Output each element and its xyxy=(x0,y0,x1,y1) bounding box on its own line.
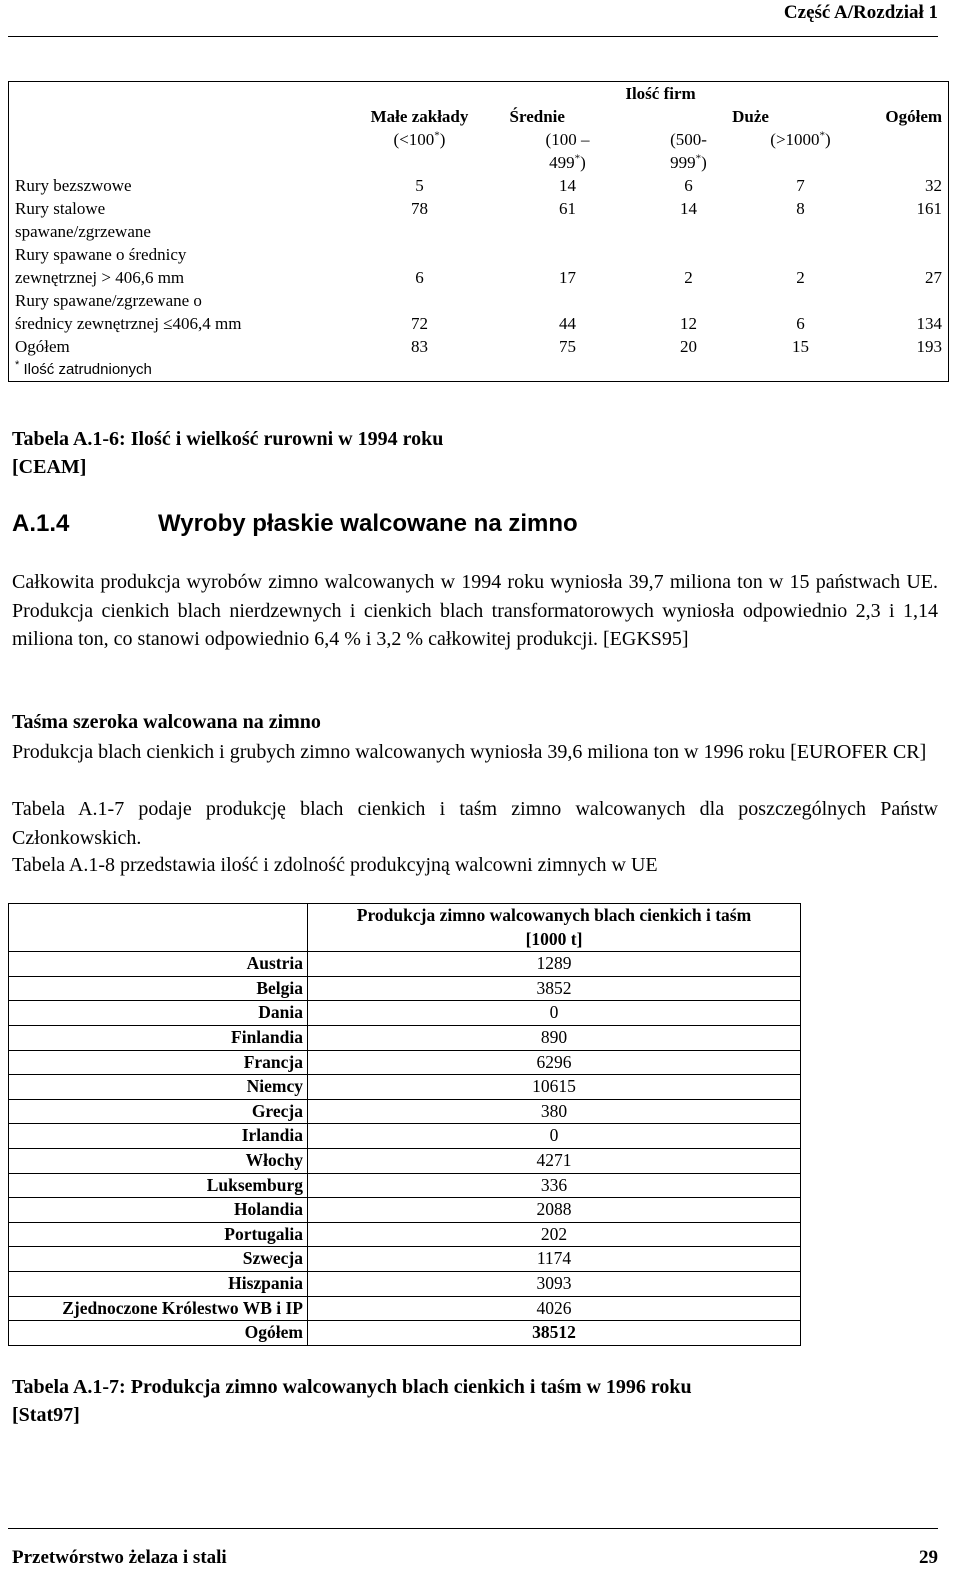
table-row: Włochy 4271 xyxy=(9,1148,801,1173)
cold-rolled-production-table xyxy=(8,903,801,1346)
footer-divider xyxy=(8,1528,938,1529)
table-row: Belgia 3852 xyxy=(9,976,801,1001)
table-row: Irlandia 0 xyxy=(9,1124,801,1149)
cell: 6 xyxy=(415,268,424,287)
table-row xyxy=(9,289,949,335)
col-small-sub: (<100*) xyxy=(393,129,446,149)
col-medium-sub: (100 – 499*) xyxy=(545,130,590,172)
cell: 72 xyxy=(411,314,428,333)
table-row xyxy=(9,174,949,197)
cell: 78 xyxy=(411,199,428,218)
table-row: Francja 6296 xyxy=(9,1050,801,1075)
table-row: Holandia 2088 xyxy=(9,1198,801,1223)
cell: 6 xyxy=(796,314,805,333)
cell: 61 xyxy=(559,199,576,218)
cell: 27 xyxy=(854,243,949,289)
header-divider xyxy=(8,36,938,37)
table-row-total xyxy=(9,335,949,358)
cell: 12 xyxy=(680,314,697,333)
row-label: Ogółem xyxy=(9,335,334,358)
table-row: Portugalia 202 xyxy=(9,1222,801,1247)
table-row: Zjednoczone Królestwo WB i IP 4026 xyxy=(9,1296,801,1321)
cell: 7 xyxy=(796,176,805,195)
row-label: Rury bezszwowe xyxy=(9,174,334,197)
table-row: Szwecja 1174 xyxy=(9,1247,801,1272)
col-total-header: Ogółem xyxy=(854,105,949,128)
footer-title: Przetwórstwo żelaza i stali xyxy=(12,1547,227,1568)
col-small-header: Małe zakłady xyxy=(370,107,469,126)
table-row: Hiszpania 3093 xyxy=(9,1271,801,1296)
cell: 6 xyxy=(684,176,693,195)
table-caption: Tabela A.1-7: Produkcja zimno walcowanych blach cienkich i taśm w 1996 roku [Stat97] xyxy=(12,1376,692,1426)
col-medium-header: Średnie xyxy=(509,107,565,126)
cell: 32 xyxy=(854,174,949,197)
column-header: Produkcja zimno walcowanych blach cienkich i taśm [1000 t] xyxy=(308,904,801,952)
paragraph: Produkcja blach cienkich i grubych zimno walcowanych wyniosła 39,6 miliona ton w 1996 roku [EUROFER CR] xyxy=(12,741,927,763)
paragraph: Tabela A.1-8 przedstawia ilość i zdolność produkcyjną walcowni zimnych w UE xyxy=(12,854,658,876)
table-row xyxy=(9,197,949,243)
col-large-a-sub: (500- 999*) xyxy=(670,130,707,172)
subheading: Taśma szeroka walcowana na zimno xyxy=(12,711,321,733)
cell: 193 xyxy=(854,335,949,358)
table-row: Luksemburg 336 xyxy=(9,1173,801,1198)
paragraph: Tabela A.1-7 podaje produkcję blach cienkich i taśm zimno walcowanych dla poszczególnych Państw Członkowskich. xyxy=(12,798,938,849)
cell: 83 xyxy=(411,337,428,356)
cell: 134 xyxy=(854,289,949,335)
cell: 15 xyxy=(792,337,810,356)
table-row: Austria 1289 xyxy=(9,952,801,977)
cell: 5 xyxy=(415,176,424,195)
cell: 44 xyxy=(559,314,576,333)
table-row: Finlandia 890 xyxy=(9,1025,801,1050)
col-large-b-sub: (>1000*) xyxy=(770,129,831,149)
cell: 20 xyxy=(680,337,697,356)
cell: 14 xyxy=(680,199,697,218)
row-label: Rury spawane o średnicy zewnętrznej > 406,6 mm xyxy=(9,243,334,289)
pipe-mills-table xyxy=(8,81,949,382)
row-label: Rury spawane/zgrzewane o średnicy zewnętrznej ≤406,4 mm xyxy=(9,289,334,335)
page-header-title: Część A/Rozdział 1 xyxy=(783,2,938,23)
cell: 17 xyxy=(559,268,576,287)
cell: 8 xyxy=(796,199,805,218)
table-row: Niemcy 10615 xyxy=(9,1075,801,1100)
col-large-header: Duże xyxy=(732,107,769,126)
group-header: Ilość firm xyxy=(334,82,854,106)
table-row: Dania 0 xyxy=(9,1001,801,1026)
cell: 2 xyxy=(684,268,693,287)
cell: 14 xyxy=(559,176,576,195)
table-caption: Tabela A.1-6: Ilość i wielkość rurowni w 1994 roku [CEAM] xyxy=(12,428,444,478)
paragraph: Całkowita produkcja wyrobów zimno walcowanych w 1994 roku wyniosła 39,7 miliona ton w 15 państwach UE. Produkcja cienkich blach nierdzewnych i cienkich blach transformatorowych wyniosła odpowiednio 2,3 i 1,14 miliona ton, co stanowi odpowiednio 6,4 % i 3,2 % całkowitej produkcji. [EGKS95] xyxy=(12,571,938,650)
cell: 161 xyxy=(854,197,949,243)
table-footnote: * Ilość zatrudnionych xyxy=(9,358,854,382)
table-row: Grecja 380 xyxy=(9,1099,801,1124)
table-row-total: Ogółem 38512 xyxy=(9,1321,801,1346)
header-empty-cell xyxy=(9,904,308,952)
cell: 2 xyxy=(796,268,805,287)
cell: 75 xyxy=(559,337,576,356)
row-label: Rury stalowe spawane/zgrzewane xyxy=(9,197,334,243)
section-heading: A.1.4 Wyroby płaskie walcowane na zimno xyxy=(12,510,578,537)
table-row xyxy=(9,243,949,289)
page-number: 29 xyxy=(919,1547,938,1568)
